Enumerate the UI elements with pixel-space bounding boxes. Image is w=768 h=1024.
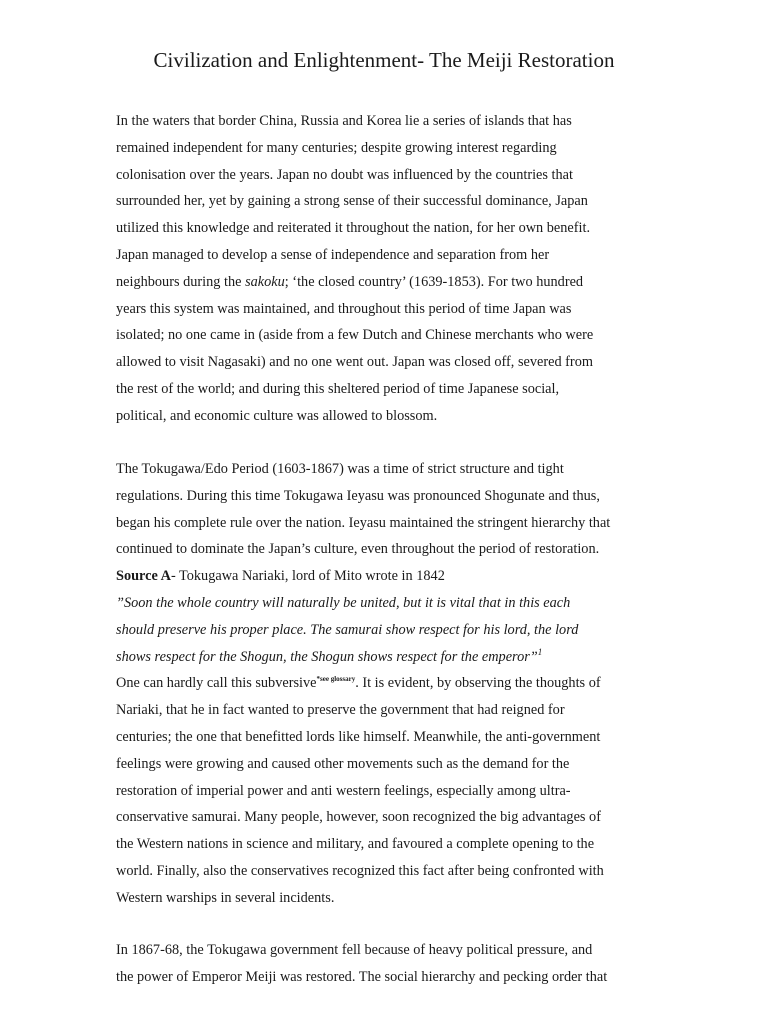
- text-line: years this system was maintained, and throughout this period of time Japan was: [116, 300, 572, 317]
- paragraph-tokugawa: [116, 456, 656, 912]
- text-line: began his complete rule over the nation. Ieyasu maintained the stringent hierarchy that: [116, 514, 611, 531]
- quote-text: shows respect for the Shogun, the Shogun shows respect for the emperor”: [116, 648, 538, 665]
- text-line: surrounded her, yet by gaining a strong sense of their successful dominance, Japan: [116, 193, 588, 210]
- text-line: restoration of imperial power and anti western feelings, especially among ultra-: [116, 782, 571, 799]
- quote-line: [116, 644, 656, 671]
- text-segment: ; ‘the closed country’ (1639-1853). For two hundred: [284, 273, 584, 290]
- quote-text: should preserve his proper place. The samurai show respect for his lord, the lord: [116, 621, 579, 638]
- text-line: colonisation over the years. Japan no doubt was influenced by the countries that: [116, 166, 573, 183]
- term-sakoku: sakoku: [245, 273, 285, 290]
- source-label: Source A: [116, 568, 171, 585]
- glossary-reference: *see glossary: [316, 675, 356, 684]
- text-line: the Western nations in science and military, and favoured a complete opening to the: [116, 836, 595, 853]
- paragraph-intro: [116, 108, 656, 430]
- text-line: conservative samurai. Many people, however, soon recognized the big advantages of: [116, 809, 601, 826]
- text-line: Western warships in several incidents.: [116, 889, 335, 906]
- text-line: the rest of the world; and during this sheltered period of time Japanese social,: [116, 380, 560, 397]
- footnote-marker: 1: [537, 646, 543, 657]
- quote-text: ”Soon the whole country will naturally be united, but it is vital that in this each: [116, 594, 571, 611]
- quote-line: [116, 590, 656, 617]
- text-line: [116, 269, 656, 296]
- text-line: In 1867-68, the Tokugawa government fell because of heavy political pressure, and: [116, 942, 593, 958]
- text-line: utilized this knowledge and reiterated it throughout the nation, for her own benefit.: [116, 220, 591, 237]
- text-line: The Tokugawa/Edo Period (1603-1867) was a time of strict structure and tight: [116, 461, 564, 477]
- text-line: continued to dominate the Japan’s culture, even throughout the period of restoration.: [116, 541, 600, 558]
- text-segment: . It is evident, by observing the thoughts of: [355, 675, 601, 692]
- text-segment: neighbours during the: [116, 273, 246, 290]
- text-line: feelings were growing and caused other movements such as the demand for the: [116, 755, 570, 772]
- source-attribution: - Tokugawa Nariaki, lord of Mito wrote in 1842: [170, 568, 445, 585]
- text-line: the power of Emperor Meiji was restored. The social hierarchy and pecking order that: [116, 968, 608, 985]
- text-line: allowed to visit Nagasaki) and no one went out. Japan was closed off, severed from: [116, 354, 593, 371]
- document-title: Civilization and Enlightenment- The Meiji Restoration: [153, 48, 615, 72]
- text-segment: One can hardly call this subversive: [116, 675, 317, 692]
- text-line: In the waters that border China, Russia and Korea lie a series of islands that has: [116, 113, 572, 129]
- text-line: centuries; the one that benefitted lords like himself. Meanwhile, the anti-government: [116, 728, 601, 745]
- source-line: [116, 563, 656, 590]
- paragraph-restoration: [116, 937, 656, 991]
- text-line: regulations. During this time Tokugawa Ieyasu was pronounced Shogunate and thus,: [116, 487, 600, 504]
- text-line: remained independent for many centuries; despite growing interest regarding: [116, 139, 557, 156]
- text-line: Japan managed to develop a sense of independence and separation from her: [116, 246, 550, 263]
- text-line: [116, 670, 656, 697]
- text-line: isolated; no one came in (aside from a few Dutch and Chinese merchants who were: [116, 327, 594, 344]
- text-line: Nariaki, that he in fact wanted to preserve the government that had reigned for: [116, 702, 565, 719]
- text-line: world. Finally, also the conservatives recognized this fact after being confronted with: [116, 862, 604, 879]
- quote-line: [116, 617, 656, 644]
- text-line: political, and economic culture was allowed to blossom.: [116, 407, 438, 424]
